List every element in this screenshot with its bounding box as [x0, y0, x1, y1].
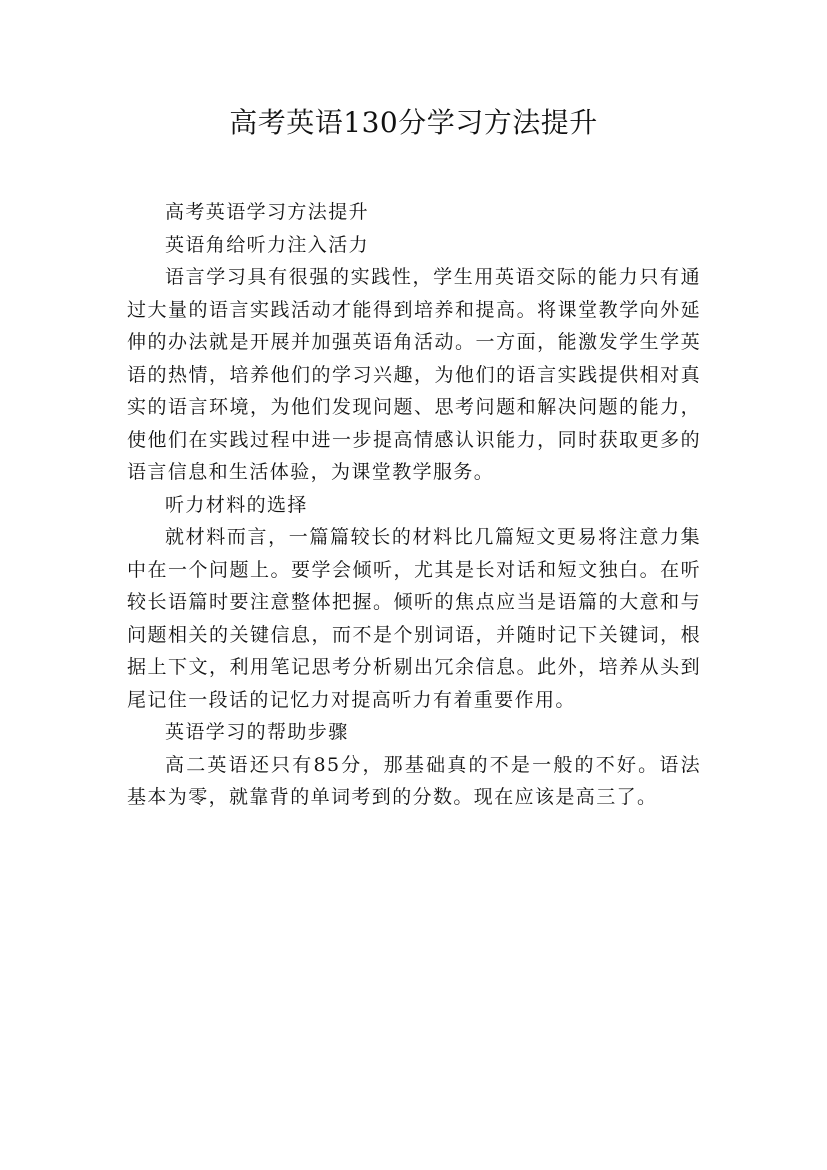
paragraph-listening-materials: 就材料而言，一篇篇较长的材料比几篇短文更易将注意力集中在一个问题上。要学会倾听，尤其是长对话和短文独白。在听较长语篇时要注意整体把握。倾听的焦点应当是语篇的大意和与问题相关的关键信息，而不是个别词语，并随时记下关键词，根据上下文，利用笔记思考分析剔出冗余信息。此外，培养从头到尾记住一段话的记忆力对提高听力有着重要作用。 [127, 526, 701, 711]
document-title: 高考英语130分学习方法提升 [229, 106, 598, 139]
document-body [127, 196, 701, 814]
section-heading-listening-materials: 听力材料的选择 [165, 493, 308, 516]
section-heading-english-corner: 英语角给听力注入活力 [165, 233, 370, 256]
paragraph-english-corner: 语言学习具有很强的实践性，学生用英语交际的能力只有通过大量的语言实践活动才能得到培养和提高。将课堂教学向外延伸的办法就是开展并加强英语角活动。一方面，能激发学生学英语的热情，培养他们的学习兴趣，为他们的语言实践提供相对真实的语言环境，为他们发现问题、思考问题和解决问题的能力，使他们在实践过程中进一步提高情感认识能力，同时获取更多的语言信息和生活体验，为课堂教学服务。 [127, 266, 701, 483]
paragraph-study-steps: 高二英语还只有85分，那基础真的不是一般的不好。语法基本为零，就靠背的单词考到的分数。现在应该是高三了。 [127, 753, 701, 808]
section-heading-study-steps: 英语学习的帮助步骤 [165, 721, 349, 743]
section-heading-main: 高考英语学习方法提升 [165, 201, 370, 223]
